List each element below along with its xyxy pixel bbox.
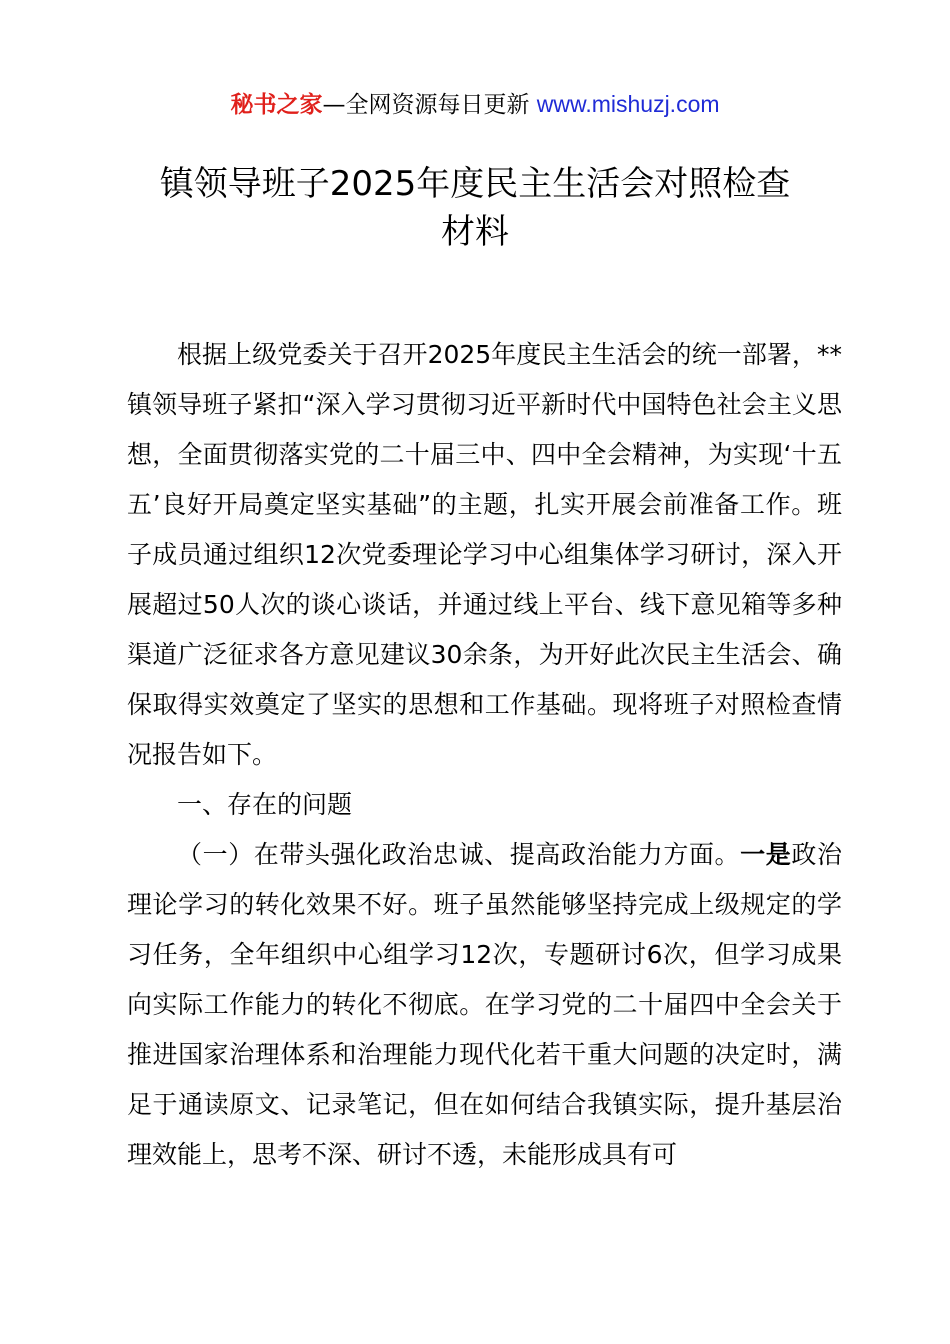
problem-text: 政治理论学习的转化效果不好。班子虽然能够坚持完成上级规定的学习任务，全年组织中心组学习12次，专题研讨6次，但学习成果向实际工作能力的转化不彻底。在学习党的二十届四中全会关于推进国家治理体系和治理能力现代化若干重大问题的决定时，满足于通读原文、记录笔记，但在如何结合我镇实际，提升基层治理效能上，思考不深、研讨不透，未能形成具有可: [127, 840, 842, 1169]
section-heading: 一、存在的问题: [177, 790, 353, 819]
problem-paragraph: [127, 830, 842, 1180]
title-line-1: 镇领导班子2025年度民主生活会对照检查: [159, 164, 791, 204]
title-line-2: 材料: [441, 212, 509, 252]
document-title: [120, 160, 830, 256]
intro-paragraph: 根据上级党委关于召开2025年度民主生活会的统一部署，**镇领导班子紧扣“深入学习贯彻习近平新时代中国特色社会主义思想，全面贯彻落实党的二十届三中、四中全会精神，为实现‘十五五’良好开局奠定坚实基础”的主题，扎实开展会前准备工作。班子成员通过组织12次党委理论学习中心组集体学习研讨，深入开展超过50人次的谈心谈话，并通过线上平台、线下意见箱等多种渠道广泛征求各方意见建议30余条，为开好此次民主生活会、确保取得实效奠定了坚实的思想和工作基础。现将班子对照检查情况报告如下。: [127, 340, 842, 769]
document-body: [127, 330, 842, 1180]
sub-heading: （一）在带头强化政治忠诚、提高政治能力方面。: [177, 840, 741, 869]
site-link[interactable]: www.mishuzj.com: [536, 91, 720, 117]
header-banner: [0, 88, 950, 121]
bold-lead: 一是: [740, 840, 792, 869]
header-slogan: —全网资源每日更新: [322, 92, 530, 118]
brand-name: 秘书之家: [230, 92, 323, 118]
